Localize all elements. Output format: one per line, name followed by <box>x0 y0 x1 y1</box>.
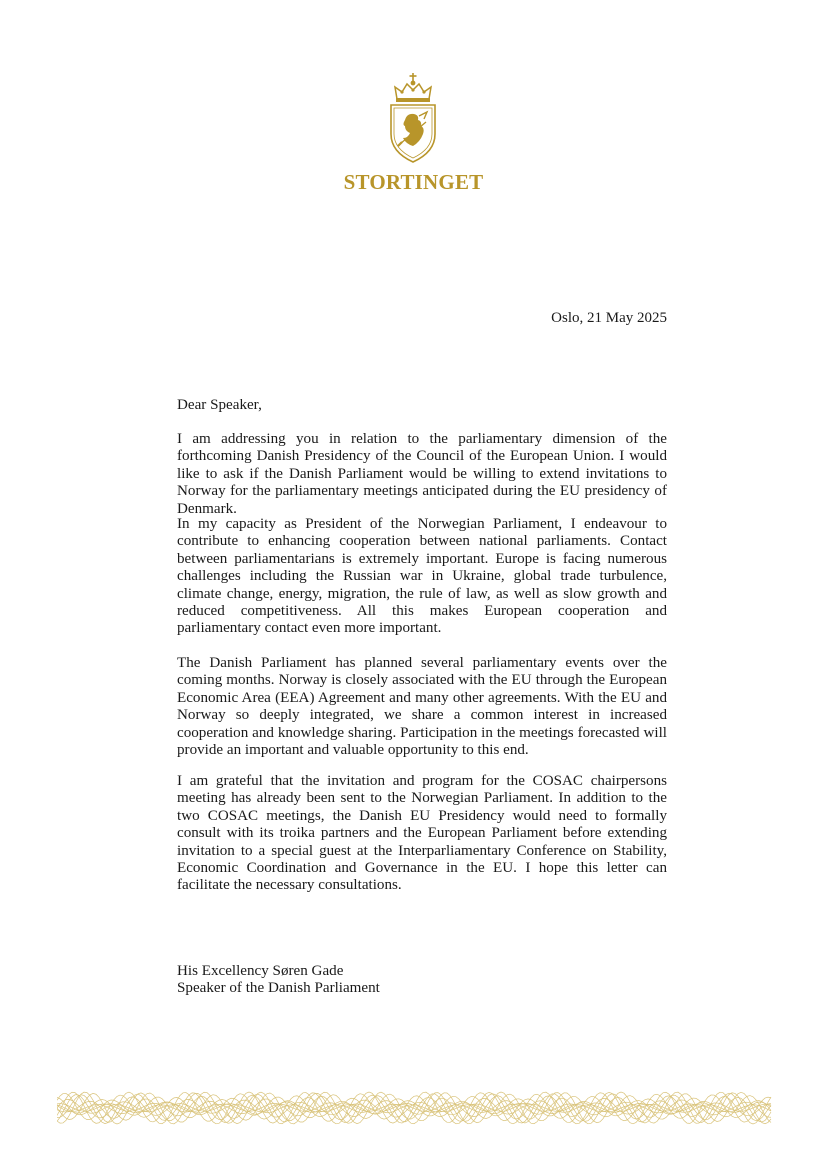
norwegian-lion-crest-icon <box>386 72 440 164</box>
recipient-name: His Excellency Søren Gade <box>177 963 344 979</box>
paragraph: The Danish Parliament has planned several parliamentary events over the coming months. Norway is closely associated with the EU through the European Economic Area (EEA) Agreement and many other agreements. With the EU and Norway so deeply integrated, we share a common interest in increased cooperation and knowledge sharing. Participation in the meetings forecasted will provide an important and valuable opportunity to this end. <box>177 655 667 759</box>
guilloche-line <box>57 1092 771 1124</box>
guilloche-line <box>57 1092 771 1124</box>
recipient-block <box>177 963 667 998</box>
recipient-title: Speaker of the Danish Parliament <box>177 980 380 997</box>
paragraph: I am grateful that the invitation and program for the COSAC chairpersons meeting has already been sent to the Norwegian Parliament. In addition to the two COSAC meetings, the Danish EU Presidency would need to formally consult with its troika partners and the European Parliament before extending invitation to a special guest at the Interparliamentary Conference on Stability, Economic Coordination and Governance in the EU. I hope this letter can facilitate the necessary consultations. <box>177 773 667 894</box>
brand-name: STORTINGET <box>343 170 484 194</box>
guilloche-line <box>57 1092 771 1124</box>
guilloche-pattern-icon <box>57 1086 773 1130</box>
guilloche-line <box>57 1092 771 1124</box>
letter-date: Oslo, 21 May 2025 <box>551 310 667 326</box>
guilloche-line <box>57 1092 771 1124</box>
salutation: Dear Speaker, <box>177 397 262 413</box>
paragraph: In my capacity as President of the Norwegian Parliament, I endeavour to contribute to enhancing cooperation between national parliaments. Contact between parliamentarians is extremely important. Europe is facing numerous challenges including the Russian war in Ukraine, global trade turbulence, climate change, energy, migration, the rule of law, as well as slow growth and reduced competitiveness. All this makes European cooperation and parliamentary contact even more important. <box>177 516 667 637</box>
paragraph: I am addressing you in relation to the parliamentary dimension of the forthcoming Danish Presidency of the Council of the European Union. I would like to ask if the Danish Parliament would be willing to extend invitations to Norway for the parliamentary meetings anticipated during the EU presidency of Denmark. <box>177 431 667 517</box>
guilloche-line <box>57 1092 771 1124</box>
